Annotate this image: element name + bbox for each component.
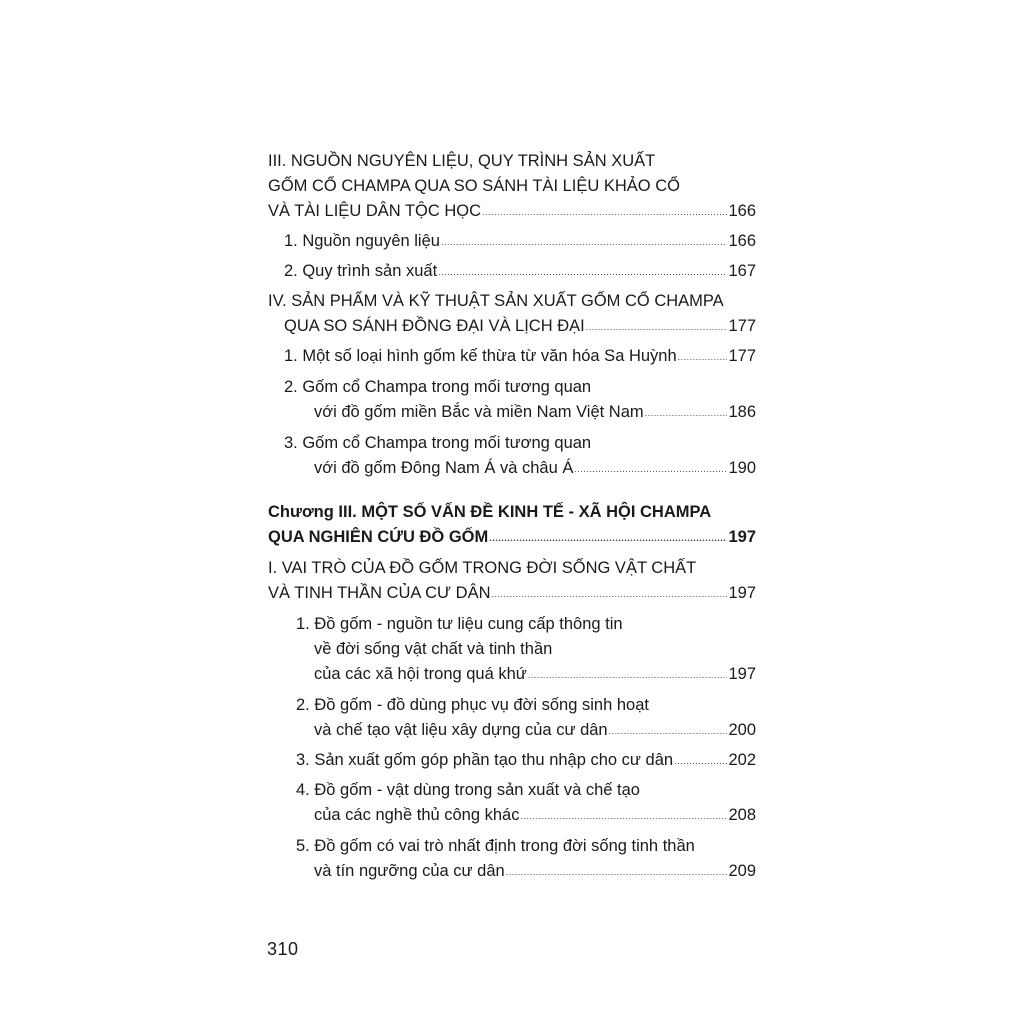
dot-leader	[678, 345, 728, 370]
toc-item-line-1: 2. Gốm cổ Champa trong mối tương quan	[284, 378, 592, 396]
toc-section-iii-line-1: III. NGUỒN NGUYÊN LIỆU, QUY TRÌNH SẢN XUẤT	[268, 152, 656, 170]
toc-section-iii-line-2: GỐM CỔ CHAMPA QUA SO SÁNH TÀI LIỆU KHẢO CỔ	[268, 177, 680, 195]
toc-chapter-iii-line-1: Chương III. MỘT SỐ VẤN ĐỀ KINH TẾ - XÃ HỘI CHAMPA	[268, 503, 712, 521]
toc-section-iv-entry[interactable]: QUA SO SÁNH ĐỒNG ĐẠI VÀ LỊCH ĐẠI ..... 177	[268, 314, 756, 339]
toc-section-iv-line-1: IV. SẢN PHẨM VÀ KỸ THUẬT SẢN XUẤT GỐM CỔ CHAMPA	[268, 292, 724, 310]
page-ref: 190	[728, 459, 756, 477]
page-ref: 167	[728, 262, 756, 280]
dot-leader	[674, 749, 727, 774]
toc-item[interactable]: 2. Quy trình sản xuất ..... 167	[268, 259, 756, 284]
dot-leader	[520, 804, 727, 829]
toc-section-iii-entry[interactable]: VÀ TÀI LIỆU DÂN TỘC HỌC ..... 166	[268, 199, 756, 224]
dot-leader	[574, 457, 727, 482]
dot-leader	[438, 260, 727, 285]
dot-leader	[441, 230, 728, 255]
toc-item-line-2: về đời sống vật chất và tinh thần	[314, 640, 553, 658]
page-ref: 177	[728, 347, 756, 365]
page-ref: 197	[728, 584, 756, 602]
page-number: 310	[267, 939, 299, 959]
dot-leader	[528, 663, 728, 688]
page-ref: 166	[728, 202, 756, 220]
table-of-contents	[268, 149, 756, 884]
dot-leader	[506, 860, 728, 885]
dot-leader	[492, 582, 728, 607]
toc-item-line-1: 3. Gốm cổ Champa trong mối tương quan	[284, 434, 592, 452]
page-ref: 208	[728, 806, 756, 824]
toc-chapter-iii-entry[interactable]: QUA NGHIÊN CỨU ĐỒ GỐM ..... 197	[268, 525, 756, 550]
dot-leader	[489, 526, 727, 551]
toc-item-line-1: 5. Đồ gốm có vai trò nhất định trong đời sống tinh thần	[296, 837, 695, 855]
dot-leader	[482, 200, 727, 225]
page-ref: 202	[728, 751, 756, 769]
page-ref: 200	[728, 721, 756, 739]
toc-section-i-entry[interactable]: VÀ TINH THẦN CỦA CƯ DÂN ..... 197	[268, 581, 756, 606]
toc-item[interactable]: và chế tạo vật liệu xây dựng của cư dân ..... 200	[268, 718, 756, 743]
toc-section-i-line-1: I. VAI TRÒ CỦA ĐỒ GỐM TRONG ĐỜI SỐNG VẬT CHẤT	[268, 559, 697, 577]
dot-leader	[645, 401, 728, 426]
toc-item[interactable]: của các nghề thủ công khác ..... 208	[268, 803, 756, 828]
toc-item-line-1: 2. Đồ gốm - đồ dùng phục vụ đời sống sinh hoạt	[296, 696, 649, 714]
toc-item[interactable]: 3. Sản xuất gốm góp phần tạo thu nhập cho cư dân ..... 202	[268, 748, 756, 773]
toc-item[interactable]: và tín ngưỡng của cư dân ..... 209	[268, 859, 756, 884]
toc-item-line-1: 4. Đồ gốm - vật dùng trong sản xuất và chế tạo	[296, 781, 640, 799]
toc-item[interactable]: với đồ gốm Đông Nam Á và châu Á ..... 190	[268, 456, 756, 481]
page-ref: 186	[728, 403, 756, 421]
toc-item[interactable]: với đồ gốm miền Bắc và miền Nam Việt Nam ..... 186	[268, 400, 756, 425]
page-ref: 209	[728, 862, 756, 880]
page-ref: 166	[728, 232, 756, 250]
page-ref: 177	[728, 317, 756, 335]
page-ref: 197	[728, 665, 756, 683]
toc-item[interactable]: của các xã hội trong quá khứ ..... 197	[268, 662, 756, 687]
dot-leader	[609, 719, 728, 744]
toc-item[interactable]: 1. Một số loại hình gốm kế thừa từ văn hóa Sa Huỳnh ..... 177	[268, 344, 756, 369]
page-ref: 197	[728, 528, 756, 546]
toc-item[interactable]: 1. Nguồn nguyên liệu ..... 166	[268, 229, 756, 254]
dot-leader	[586, 315, 728, 340]
toc-item-line-1: 1. Đồ gốm - nguồn tư liệu cung cấp thông tin	[296, 615, 623, 633]
